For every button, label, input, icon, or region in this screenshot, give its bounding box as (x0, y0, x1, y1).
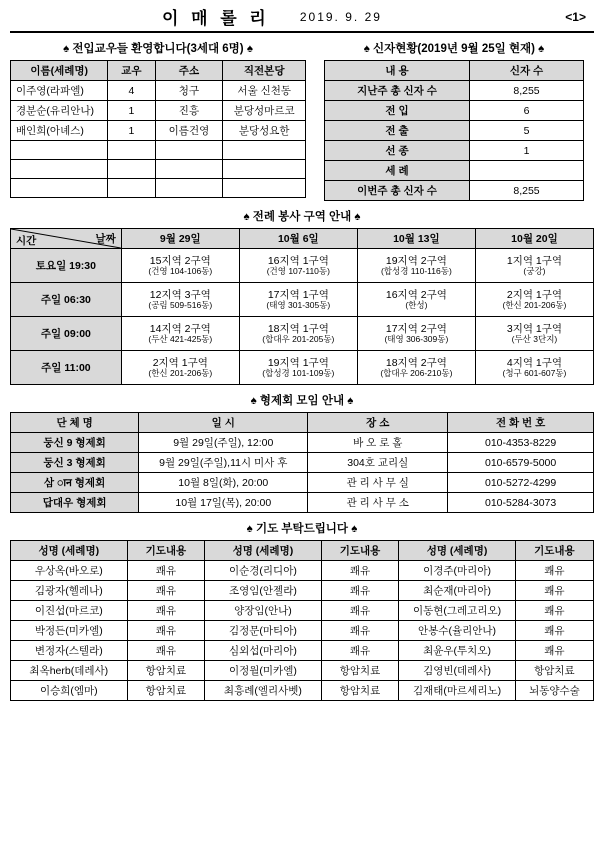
table-row (11, 179, 306, 198)
welcome-block (10, 40, 306, 201)
welcome-col-address: 주소 (155, 61, 223, 81)
service-cell-0-0 (121, 249, 239, 283)
table-header-row (11, 61, 306, 81)
table-row (11, 561, 594, 581)
service-cell-3-0 (121, 351, 239, 385)
prayer-r1-c0: 김광자(헬레나) (11, 581, 128, 601)
service-cell-3-2 (357, 351, 475, 385)
brotherhood-r2-c3: 010-5272-4299 (448, 473, 594, 493)
welcome-r3-c0 (11, 141, 108, 160)
brotherhood-r1-c0: 둥신 3 형제회 (11, 453, 139, 473)
believers-r4-label: 세 례 (325, 161, 470, 181)
prayer-r0-c4: 이경주(마리아) (399, 561, 516, 581)
service-cell-sub: (합대우 201-205동) (262, 333, 335, 344)
service-cell-sub: (건영 107-110동) (266, 265, 330, 276)
prayer-r6-c3: 항암치료 (321, 681, 399, 701)
welcome-r1-c2: 진흥 (155, 101, 223, 121)
prayer-r1-c1: 쾌유 (127, 581, 205, 601)
prayer-col-name-1: 성명 (세례명) (205, 541, 322, 561)
welcome-r1-c0: 경분순(유리안나) (11, 101, 108, 121)
issue-date: 2019. 9. 29 (299, 9, 382, 24)
brotherhood-r2-c0: 삼 ान 형제회 (11, 473, 139, 493)
service-cell-sub: (두산 421-425동) (148, 333, 213, 344)
service-time-3: 주일 11:00 (11, 351, 122, 385)
table-row (325, 121, 584, 141)
welcome-r4-c2 (155, 160, 223, 179)
service-cell-main: 19지역 2구역 (385, 254, 447, 267)
brotherhood-title: ♠ 형제회 모임 안내 ♠ (250, 395, 354, 407)
service-time-0: 토요일 19:30 (11, 249, 122, 283)
service-cell-2-2 (357, 317, 475, 351)
welcome-r1-c3: 분당성마르코 (223, 101, 306, 121)
welcome-r5-c3 (223, 179, 306, 198)
service-block (10, 208, 594, 385)
service-cell-0-1 (239, 249, 357, 283)
brotherhood-r0-c3: 010-4353-8229 (448, 433, 594, 453)
welcome-r3-c3 (223, 141, 306, 160)
welcome-r5-c0 (11, 179, 108, 198)
welcome-col-name: 이름(세례명) (11, 61, 108, 81)
prayer-r5-c1: 항암치료 (127, 661, 205, 681)
table-row (325, 101, 584, 121)
believers-r3-label: 선 종 (325, 141, 470, 161)
service-time-1: 주일 06:30 (11, 283, 122, 317)
service-cell-main: 14지역 2구역 (149, 322, 211, 335)
prayer-col-intent-2: 기도내용 (515, 541, 593, 561)
brotherhood-r0-c0: 둥신 9 형제회 (11, 433, 139, 453)
table-row (11, 433, 594, 453)
table-row (11, 453, 594, 473)
service-date-1: 10월 6일 (239, 229, 357, 249)
service-cell-0-3 (475, 249, 593, 283)
service-corner-time: 시간 (16, 235, 37, 247)
brotherhood-r0-c1: 9월 29일(주일), 12:00 (139, 433, 308, 453)
service-cell-sub: (건영 104-106동) (148, 265, 213, 276)
table-row (325, 81, 584, 101)
page-number: <1> (565, 9, 586, 24)
service-cell-1-0 (121, 283, 239, 317)
prayer-r4-c5: 쾌유 (515, 641, 593, 661)
page-title: 이 매 롤 리 (162, 9, 270, 28)
prayer-r3-c4: 안봉수(율리안나) (399, 621, 516, 641)
brotherhood-col-group: 단 체 명 (11, 413, 139, 433)
prayer-r6-c1: 항암치료 (127, 681, 205, 701)
brotherhood-r2-c1: 10월 8일(화), 20:00 (139, 473, 308, 493)
prayer-r6-c2: 최흥례(엘리사벳) (205, 681, 322, 701)
prayer-r1-c5: 쾌유 (515, 581, 593, 601)
brotherhood-col-phone: 전 화 번 호 (448, 413, 594, 433)
believers-r1-label: 전 입 (325, 101, 470, 121)
brotherhood-r3-c3: 010-5284-3073 (448, 493, 594, 513)
welcome-r4-c1 (108, 160, 155, 179)
service-cell-sub: (청구 601-607동) (502, 367, 567, 378)
service-cell-3-3 (475, 351, 593, 385)
prayer-r4-c2: 심외섭(마리아) (205, 641, 322, 661)
brotherhood-table (10, 412, 594, 513)
table-row (11, 141, 306, 160)
welcome-r2-c1: 1 (108, 121, 155, 141)
prayer-col-intent-0: 기도내용 (127, 541, 205, 561)
believers-r5-value: 8,255 (470, 181, 584, 201)
brotherhood-r0-c2: 바 오 로 홀 (308, 433, 448, 453)
table-row (11, 81, 306, 101)
prayer-r5-c0: 최옥herb(데레사) (11, 661, 128, 681)
service-cell-main: 17지역 2구역 (385, 322, 447, 335)
service-cell-main: 2지역 1구역 (152, 356, 208, 369)
prayer-r4-c0: 변정자(스텔라) (11, 641, 128, 661)
service-cell-sub: (궁강) (523, 265, 546, 276)
welcome-r4-c0 (11, 160, 108, 179)
footer-spacer (10, 701, 594, 707)
service-cell-sub: (한신 201-206동) (148, 367, 213, 378)
believers-block (324, 40, 584, 201)
table-row (11, 249, 594, 283)
prayer-r5-c4: 김영빈(데레사) (399, 661, 516, 681)
table-header-row (11, 413, 594, 433)
service-cell-0-2 (357, 249, 475, 283)
table-row (11, 641, 594, 661)
table-header-row (11, 541, 594, 561)
welcome-r2-c3: 분당성요한 (223, 121, 306, 141)
welcome-r1-c1: 1 (108, 101, 155, 121)
prayer-r1-c4: 최순재(마리아) (399, 581, 516, 601)
brotherhood-r3-c0: 답대우 형제회 (11, 493, 139, 513)
welcome-r2-c2: 이름건영 (155, 121, 223, 141)
prayer-r3-c5: 쾌유 (515, 621, 593, 641)
prayer-col-name-0: 성명 (세례명) (11, 541, 128, 561)
brotherhood-col-place: 장 소 (308, 413, 448, 433)
prayer-col-intent-1: 기도내용 (321, 541, 399, 561)
prayer-r5-c5: 항암치료 (515, 661, 593, 681)
service-cell-3-1 (239, 351, 357, 385)
table-row (325, 181, 584, 201)
service-corner-cell (11, 229, 122, 249)
prayer-r3-c3: 쾌유 (321, 621, 399, 641)
service-cell-sub: (공림 509-516동) (148, 299, 213, 310)
prayer-r3-c2: 김정문(마티아) (205, 621, 322, 641)
welcome-table (10, 60, 306, 198)
believers-r2-label: 전 출 (325, 121, 470, 141)
prayer-block (10, 520, 594, 701)
believers-col-count: 신자 수 (470, 61, 584, 81)
service-cell-main: 16지역 2구역 (385, 288, 447, 301)
welcome-r0-c1: 4 (108, 81, 155, 101)
brotherhood-r1-c3: 010-6579-5000 (448, 453, 594, 473)
prayer-r6-c4: 김재태(마르세리노) (399, 681, 516, 701)
prayer-r3-c1: 쾌유 (127, 621, 205, 641)
welcome-r2-c0: 배인희(아녜스) (11, 121, 108, 141)
service-cell-main: 4지역 1구역 (506, 356, 563, 369)
welcome-col-members: 교우 (108, 61, 155, 81)
service-cell-1-3 (475, 283, 593, 317)
prayer-r2-c1: 쾌유 (127, 601, 205, 621)
prayer-r0-c5: 쾌유 (515, 561, 593, 581)
prayer-title: ♠ 기도 부탁드립니다 ♠ (246, 523, 358, 535)
service-cell-2-0 (121, 317, 239, 351)
prayer-r5-c3: 항암치료 (321, 661, 399, 681)
table-row (11, 160, 306, 179)
prayer-r2-c5: 쾌유 (515, 601, 593, 621)
table-row (11, 601, 594, 621)
service-cell-main: 19지역 1구역 (267, 356, 329, 369)
table-row (325, 141, 584, 161)
welcome-title: ♠ 전입교우들 환영합니다(3세대 6명) ♠ (63, 43, 253, 55)
table-row (11, 473, 594, 493)
prayer-r0-c0: 우상옥(바오로) (11, 561, 128, 581)
brotherhood-r3-c2: 관 리 사 무 소 (308, 493, 448, 513)
service-cell-main: 18지역 1구역 (267, 322, 329, 335)
welcome-r3-c1 (108, 141, 155, 160)
brotherhood-r1-c2: 304호 교리실 (308, 453, 448, 473)
service-cell-main: 16지역 1구역 (267, 254, 329, 267)
table-header-row (11, 229, 594, 249)
service-cell-sub: (한성) (405, 299, 428, 310)
table-row (11, 581, 594, 601)
service-time-2: 주일 09:00 (11, 317, 122, 351)
service-cell-main: 2지역 1구역 (506, 288, 563, 301)
table-row (11, 317, 594, 351)
service-title: ♠ 전례 봉사 구역 안내 ♠ (243, 211, 361, 223)
prayer-r2-c4: 이동현(그레고리오) (399, 601, 516, 621)
service-cell-sub: (두산 3단지) (511, 333, 558, 344)
service-cell-sub: (태영 301-305동) (266, 299, 331, 310)
prayer-r6-c0: 이승희(엠마) (11, 681, 128, 701)
believers-r5-label: 이번주 총 신자 수 (325, 181, 470, 201)
service-cell-main: 15지역 2구역 (149, 254, 211, 267)
table-row (11, 283, 594, 317)
welcome-r4-c3 (223, 160, 306, 179)
believers-r3-value: 1 (470, 141, 584, 161)
service-cell-main: 18지역 2구역 (385, 356, 447, 369)
believers-r0-label: 지난주 총 신자 수 (325, 81, 470, 101)
prayer-table (10, 540, 594, 701)
prayer-r2-c0: 이진섭(마르코) (11, 601, 128, 621)
brotherhood-block (10, 392, 594, 513)
welcome-r0-c3: 서울 신천동 (223, 81, 306, 101)
believers-title: ♠ 신자현황(2019년 9월 25일 현재) ♠ (363, 43, 545, 55)
prayer-r4-c4: 최윤우(투치오) (399, 641, 516, 661)
service-cell-sub: (합대우 206-210동) (380, 367, 453, 378)
table-row (11, 101, 306, 121)
believers-r2-value: 5 (470, 121, 584, 141)
service-cell-sub: (합성경 110-116동) (380, 265, 452, 276)
service-date-2: 10월 13일 (357, 229, 475, 249)
service-cell-sub: (태영 306-309동) (384, 333, 449, 344)
prayer-r1-c2: 조영임(안젤라) (205, 581, 322, 601)
believers-table (324, 60, 584, 201)
service-corner-date: 날짜 (95, 233, 116, 245)
table-row (11, 121, 306, 141)
service-table (10, 228, 594, 385)
prayer-r1-c3: 쾌유 (321, 581, 399, 601)
brotherhood-r1-c1: 9월 29일(주일),11시 미사 후 (139, 453, 308, 473)
service-cell-sub: (합성경 101-109동) (262, 367, 335, 378)
welcome-r5-c2 (155, 179, 223, 198)
believers-r1-value: 6 (470, 101, 584, 121)
prayer-r6-c5: 뇌동양수술 (515, 681, 593, 701)
prayer-r0-c1: 쾌유 (127, 561, 205, 581)
brotherhood-r2-c2: 관 리 사 무 실 (308, 473, 448, 493)
welcome-col-prev: 직전본당 (223, 61, 306, 81)
masthead (10, 4, 594, 33)
table-row (11, 681, 594, 701)
welcome-r0-c2: 청구 (155, 81, 223, 101)
table-row (11, 493, 594, 513)
prayer-r3-c0: 박정든(미카엘) (11, 621, 128, 641)
prayer-r2-c3: 쾌유 (321, 601, 399, 621)
service-cell-1-1 (239, 283, 357, 317)
prayer-r4-c3: 쾌유 (321, 641, 399, 661)
service-date-0: 9월 29일 (121, 229, 239, 249)
brotherhood-col-datetime: 일 시 (139, 413, 308, 433)
service-cell-2-3 (475, 317, 593, 351)
service-cell-2-1 (239, 317, 357, 351)
believers-r0-value: 8,255 (470, 81, 584, 101)
service-date-3: 10월 20일 (475, 229, 593, 249)
believers-col-item: 내 용 (325, 61, 470, 81)
prayer-r2-c2: 양장임(안나) (205, 601, 322, 621)
top-section (10, 40, 594, 201)
believers-r4-value (470, 161, 584, 181)
brotherhood-r3-c1: 10월 17일(목), 20:00 (139, 493, 308, 513)
welcome-r0-c0: 이주영(라파엘) (11, 81, 108, 101)
prayer-r0-c3: 쾌유 (321, 561, 399, 581)
table-row (325, 161, 584, 181)
prayer-r4-c1: 쾌유 (127, 641, 205, 661)
prayer-r0-c2: 이순경(리디아) (205, 561, 322, 581)
service-cell-sub: (한신 201-206동) (502, 299, 567, 310)
service-cell-main: 3지역 1구역 (506, 322, 563, 335)
service-cell-main: 12지역 3구역 (149, 288, 211, 301)
service-cell-main: 17지역 1구역 (267, 288, 329, 301)
table-row (11, 621, 594, 641)
table-row (11, 661, 594, 681)
prayer-r5-c2: 이정월(미카엘) (205, 661, 322, 681)
welcome-r5-c1 (108, 179, 155, 198)
table-header-row (325, 61, 584, 81)
table-row (11, 351, 594, 385)
prayer-col-name-2: 성명 (세례명) (399, 541, 516, 561)
service-cell-1-2 (357, 283, 475, 317)
welcome-r3-c2 (155, 141, 223, 160)
service-cell-main: 1지역 1구역 (506, 254, 563, 267)
